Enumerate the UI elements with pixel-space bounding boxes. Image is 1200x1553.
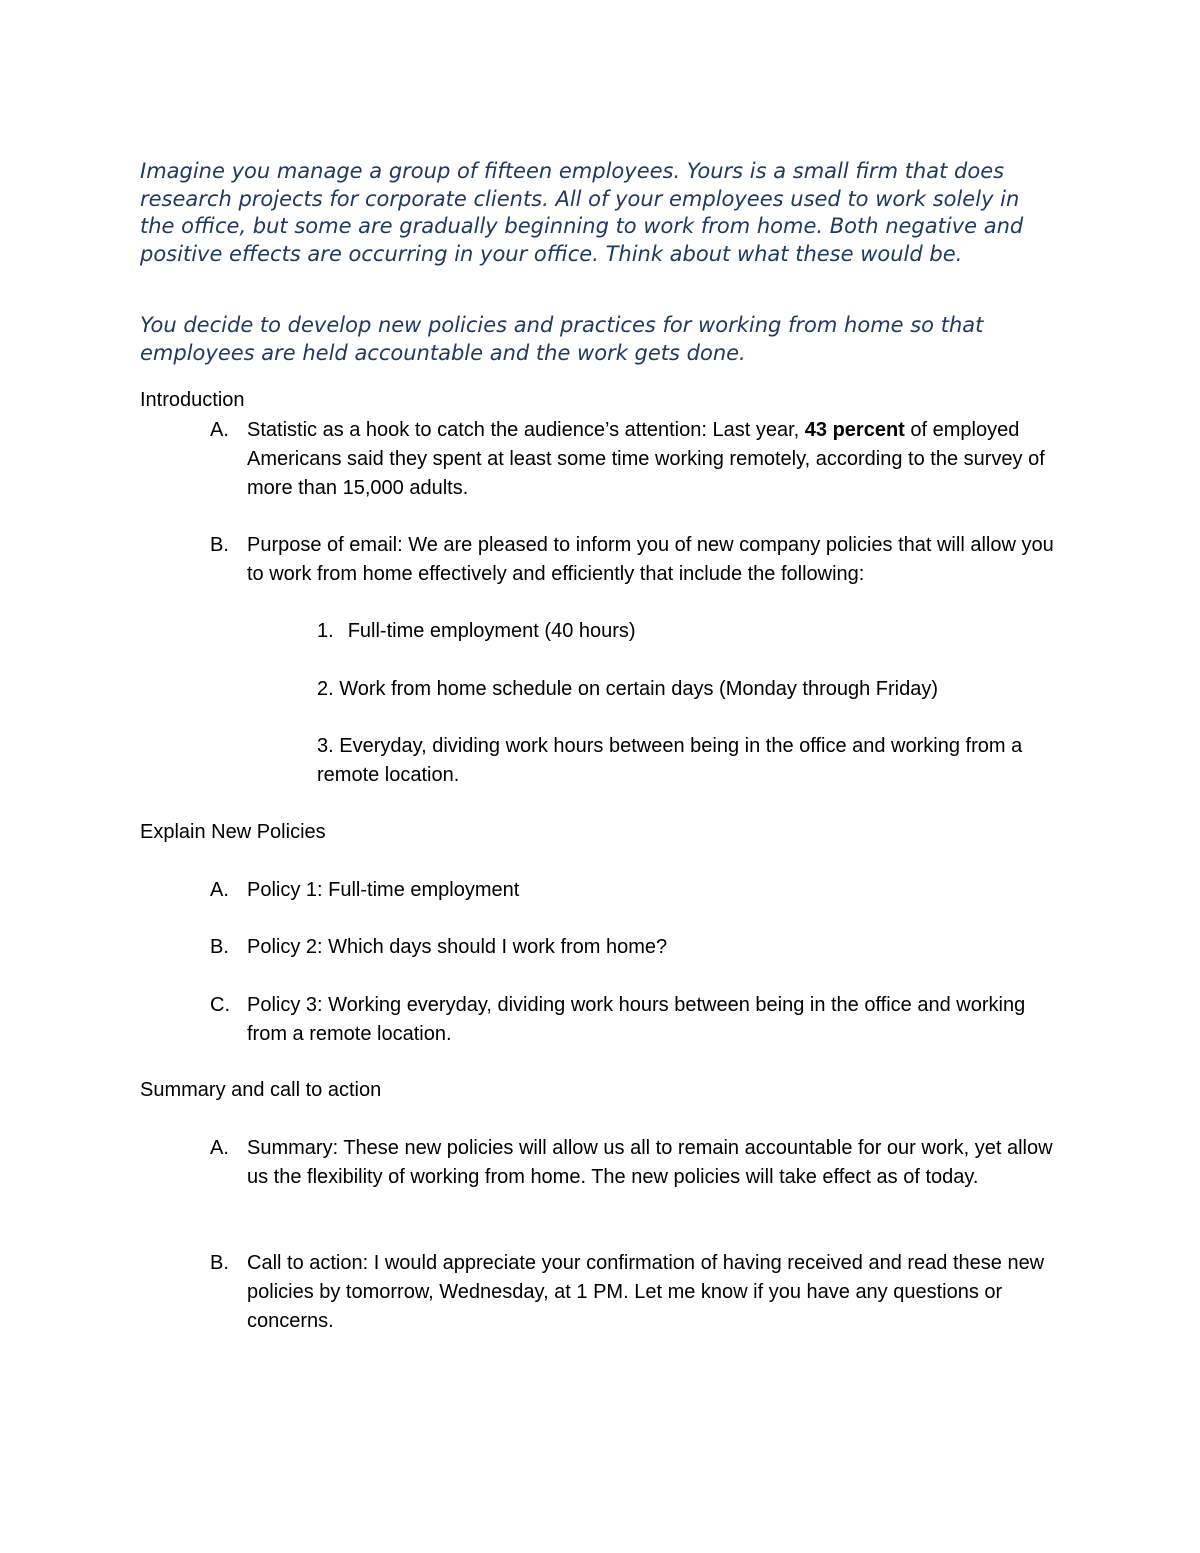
policy-item-a — [210, 876, 1067, 905]
policies-heading: Explain New Policies — [140, 821, 326, 843]
statistic-value: 43 percent — [804, 419, 905, 441]
list-marker: B. — [210, 534, 229, 556]
introduction-heading: Introduction — [140, 389, 245, 411]
purpose-text: Purpose of email: We are pleased to inform you of new company policies that will allow you to work from home effectively and efficiently that include the following: — [247, 534, 1054, 585]
introduction-item-b — [210, 531, 1067, 589]
policy-item-b — [210, 933, 1067, 962]
summary-item-a — [210, 1134, 1067, 1192]
list-marker: A. — [210, 419, 229, 441]
summary-heading: Summary and call to action — [140, 1079, 382, 1101]
policy-text: Policy 3: Working everyday, dividing work hours between being in the office and working from a remote location. — [247, 994, 1026, 1045]
policy-text: Policy 2: Which days should I work from home? — [247, 936, 668, 958]
statistic-text-start: Statistic as a hook to catch the audience’s attention: Last year, — [247, 419, 805, 441]
sub-item-3: 3. Everyday, dividing work hours between being in the office and working from a remote location. — [317, 735, 1023, 786]
summary-item-b — [210, 1249, 1067, 1336]
prompt-paragraph-1: Imagine you manage a group of fifteen employees. Yours is a small firm that does research projects for corporate clients. All of your employees used to work solely in the office, but some are gradually beginning to work from home. Both negative and positive effects are occurring in your office. Think about what these would be. — [140, 159, 1024, 266]
policy-text: Policy 1: Full-time employment — [247, 879, 520, 901]
statistic-text-end: of employed Americans said they spent at least some time working remotely, according to the survey of more than 15,000 adults. — [247, 419, 1045, 499]
summary-text: Summary: These new policies will allow us all to remain accountable for our work, yet allow us the flexibility of working from home. The new policies will take effect as of today. — [247, 1137, 1053, 1188]
call-to-action-text: Call to action: I would appreciate your confirmation of having received and read these new policies by tomorrow, Wednesday, at 1 PM. Let me know if you have any questions or concerns. — [247, 1252, 1045, 1332]
list-marker: B. — [210, 1252, 229, 1274]
sub-item-text: Full-time employment (40 hours) — [347, 620, 636, 642]
policy-item-c — [210, 991, 1067, 1049]
sub-item-marker: 1. — [317, 620, 334, 642]
sub-item-2: 2. Work from home schedule on certain days (Monday through Friday) — [317, 678, 939, 700]
sub-item-1 — [317, 617, 1037, 646]
list-marker: C. — [210, 994, 230, 1016]
introduction-item-a — [210, 416, 1067, 503]
list-marker: A. — [210, 879, 229, 901]
prompt-paragraph-2: You decide to develop new policies and practices for working from home so that employees are held accountable and the work gets done. — [140, 313, 984, 365]
list-marker: A. — [210, 1137, 229, 1159]
list-marker: B. — [210, 936, 229, 958]
